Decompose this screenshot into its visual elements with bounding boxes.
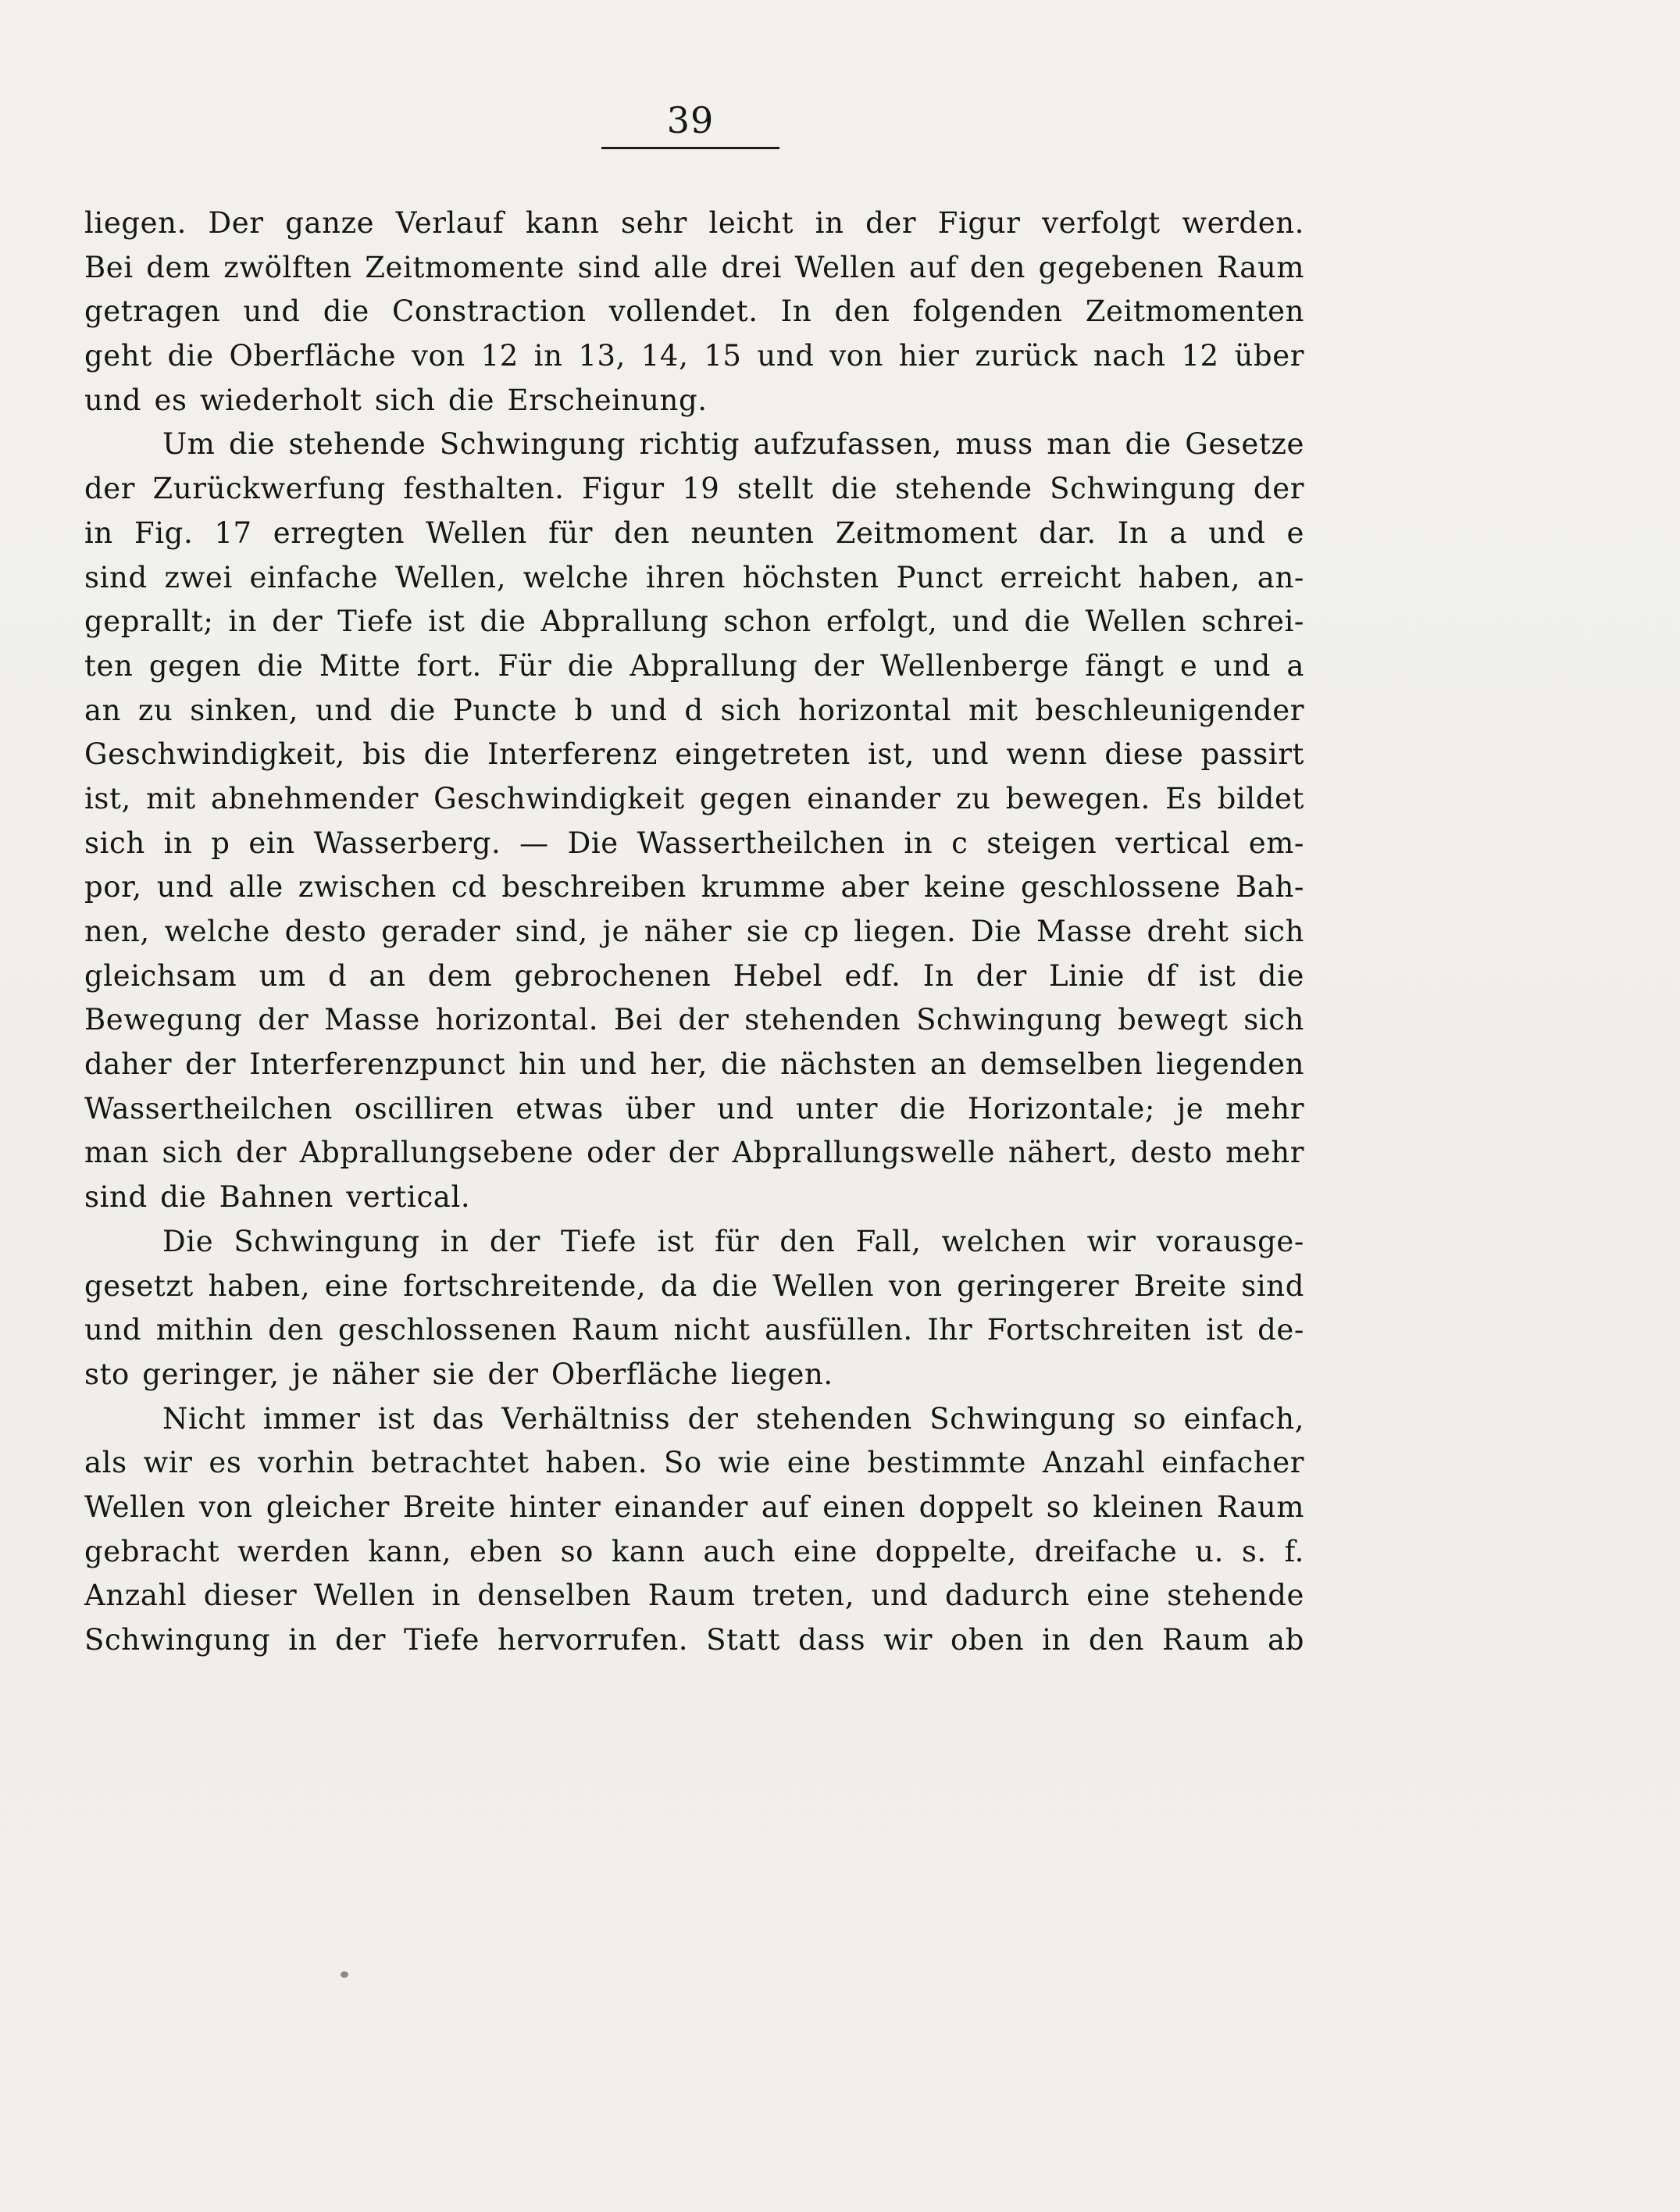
ink-speck xyxy=(341,1971,348,1978)
text-line: ist, mit abnehmender Geschwindigkeit gegen einander zu bewegen. Es bildet xyxy=(84,781,1304,815)
text-line: Geschwindigkeit, bis die Interferenz eingetreten ist, und wenn diese passirt xyxy=(84,737,1304,772)
text-line: der Zurückwerfung festhalten. Figur 19 stellt die stehende Schwingung der xyxy=(84,472,1304,506)
body-text xyxy=(84,202,1304,1663)
text-line: als wir es vorhin betrachtet haben. So wie eine bestimmte Anzahl einfacher xyxy=(84,1446,1304,1480)
text-line: Anzahl dieser Wellen in denselben Raum treten, und dadurch eine stehende xyxy=(84,1579,1304,1613)
text-line: sto geringer, je näher sie der Oberfläche liegen. xyxy=(84,1357,833,1391)
text-line: Bewegung der Masse horizontal. Bei der stehenden Schwingung bewegt sich xyxy=(84,1003,1304,1037)
text-line: geprallt; in der Tiefe ist die Abprallung schon erfolgt, und die Wellen schrei- xyxy=(84,605,1304,639)
text-line: man sich der Abprallungsebene oder der Abprallungswelle nähert, desto mehr xyxy=(84,1136,1304,1170)
text-line: Schwingung in der Tiefe hervorrufen. Statt dass wir oben in den Raum ab xyxy=(84,1623,1304,1657)
text-line: und es wiederholt sich die Erscheinung. xyxy=(84,383,708,417)
page-header xyxy=(601,100,779,149)
text-line: Die Schwingung in der Tiefe ist für den Fall, welchen wir vorausge- xyxy=(162,1224,1304,1258)
text-line: sind die Bahnen vertical. xyxy=(84,1180,471,1215)
text-line: Wellen von gleicher Breite hinter einander auf einen doppelt so kleinen Raum xyxy=(84,1490,1304,1524)
text-line: por, und alle zwischen cd beschreiben krumme aber keine geschlossene Bah- xyxy=(84,870,1304,904)
text-line: getragen und die Constraction vollendet. In den folgenden Zeitmomenten xyxy=(84,294,1304,329)
text-line: und mithin den geschlossenen Raum nicht ausfüllen. Ihr Fortschreiten ist de- xyxy=(84,1313,1304,1347)
text-line: gleichsam um d an dem gebrochenen Hebel edf. In der Linie df ist die xyxy=(84,958,1304,993)
text-line: in Fig. 17 erregten Wellen für den neunten Zeitmoment dar. In a und e xyxy=(84,516,1304,550)
text-line: liegen. Der ganze Verlauf kann sehr leicht in der Figur verfolgt werden. xyxy=(84,206,1304,240)
text-line: Wassertheilchen oscilliren etwas über und unter die Horizontale; je mehr xyxy=(84,1091,1304,1126)
text-line: an zu sinken, und die Puncte b und d sich horizontal mit beschleunigender xyxy=(84,693,1304,727)
text-line: geht die Oberfläche von 12 in 13, 14, 15 und von hier zurück nach 12 über xyxy=(84,339,1304,373)
text-line: daher der Interferenzpunct hin und her, die nächsten an demselben liegenden xyxy=(84,1047,1304,1082)
text-line: Bei dem zwölften Zeitmomente sind alle drei Wellen auf den gegebenen Raum xyxy=(84,250,1304,284)
header-rule xyxy=(601,147,779,149)
text-line: sind zwei einfache Wellen, welche ihren höchsten Punct erreicht haben, an- xyxy=(84,560,1304,594)
text-line: gebracht werden kann, eben so kann auch eine doppelte, dreifache u. s. f. xyxy=(84,1534,1304,1568)
text-line: Um die stehende Schwingung richtig aufzufassen, muss man die Gesetze xyxy=(162,427,1304,462)
text-line: ten gegen die Mitte fort. Für die Abprallung der Wellenberge fängt e und a xyxy=(84,648,1304,683)
text-line: nen, welche desto gerader sind, je näher sie cp liegen. Die Masse dreht sich xyxy=(84,915,1304,948)
text-line: sich in p ein Wasserberg. — Die Wassertheilchen in c steigen vertical em- xyxy=(84,826,1304,860)
text-line: gesetzt haben, eine fortschreitende, da die Wellen von geringerer Breite sind xyxy=(84,1268,1304,1303)
text-line: Nicht immer ist das Verhältniss der stehenden Schwingung so einfach, xyxy=(162,1401,1304,1436)
page-number: 39 xyxy=(666,99,715,141)
